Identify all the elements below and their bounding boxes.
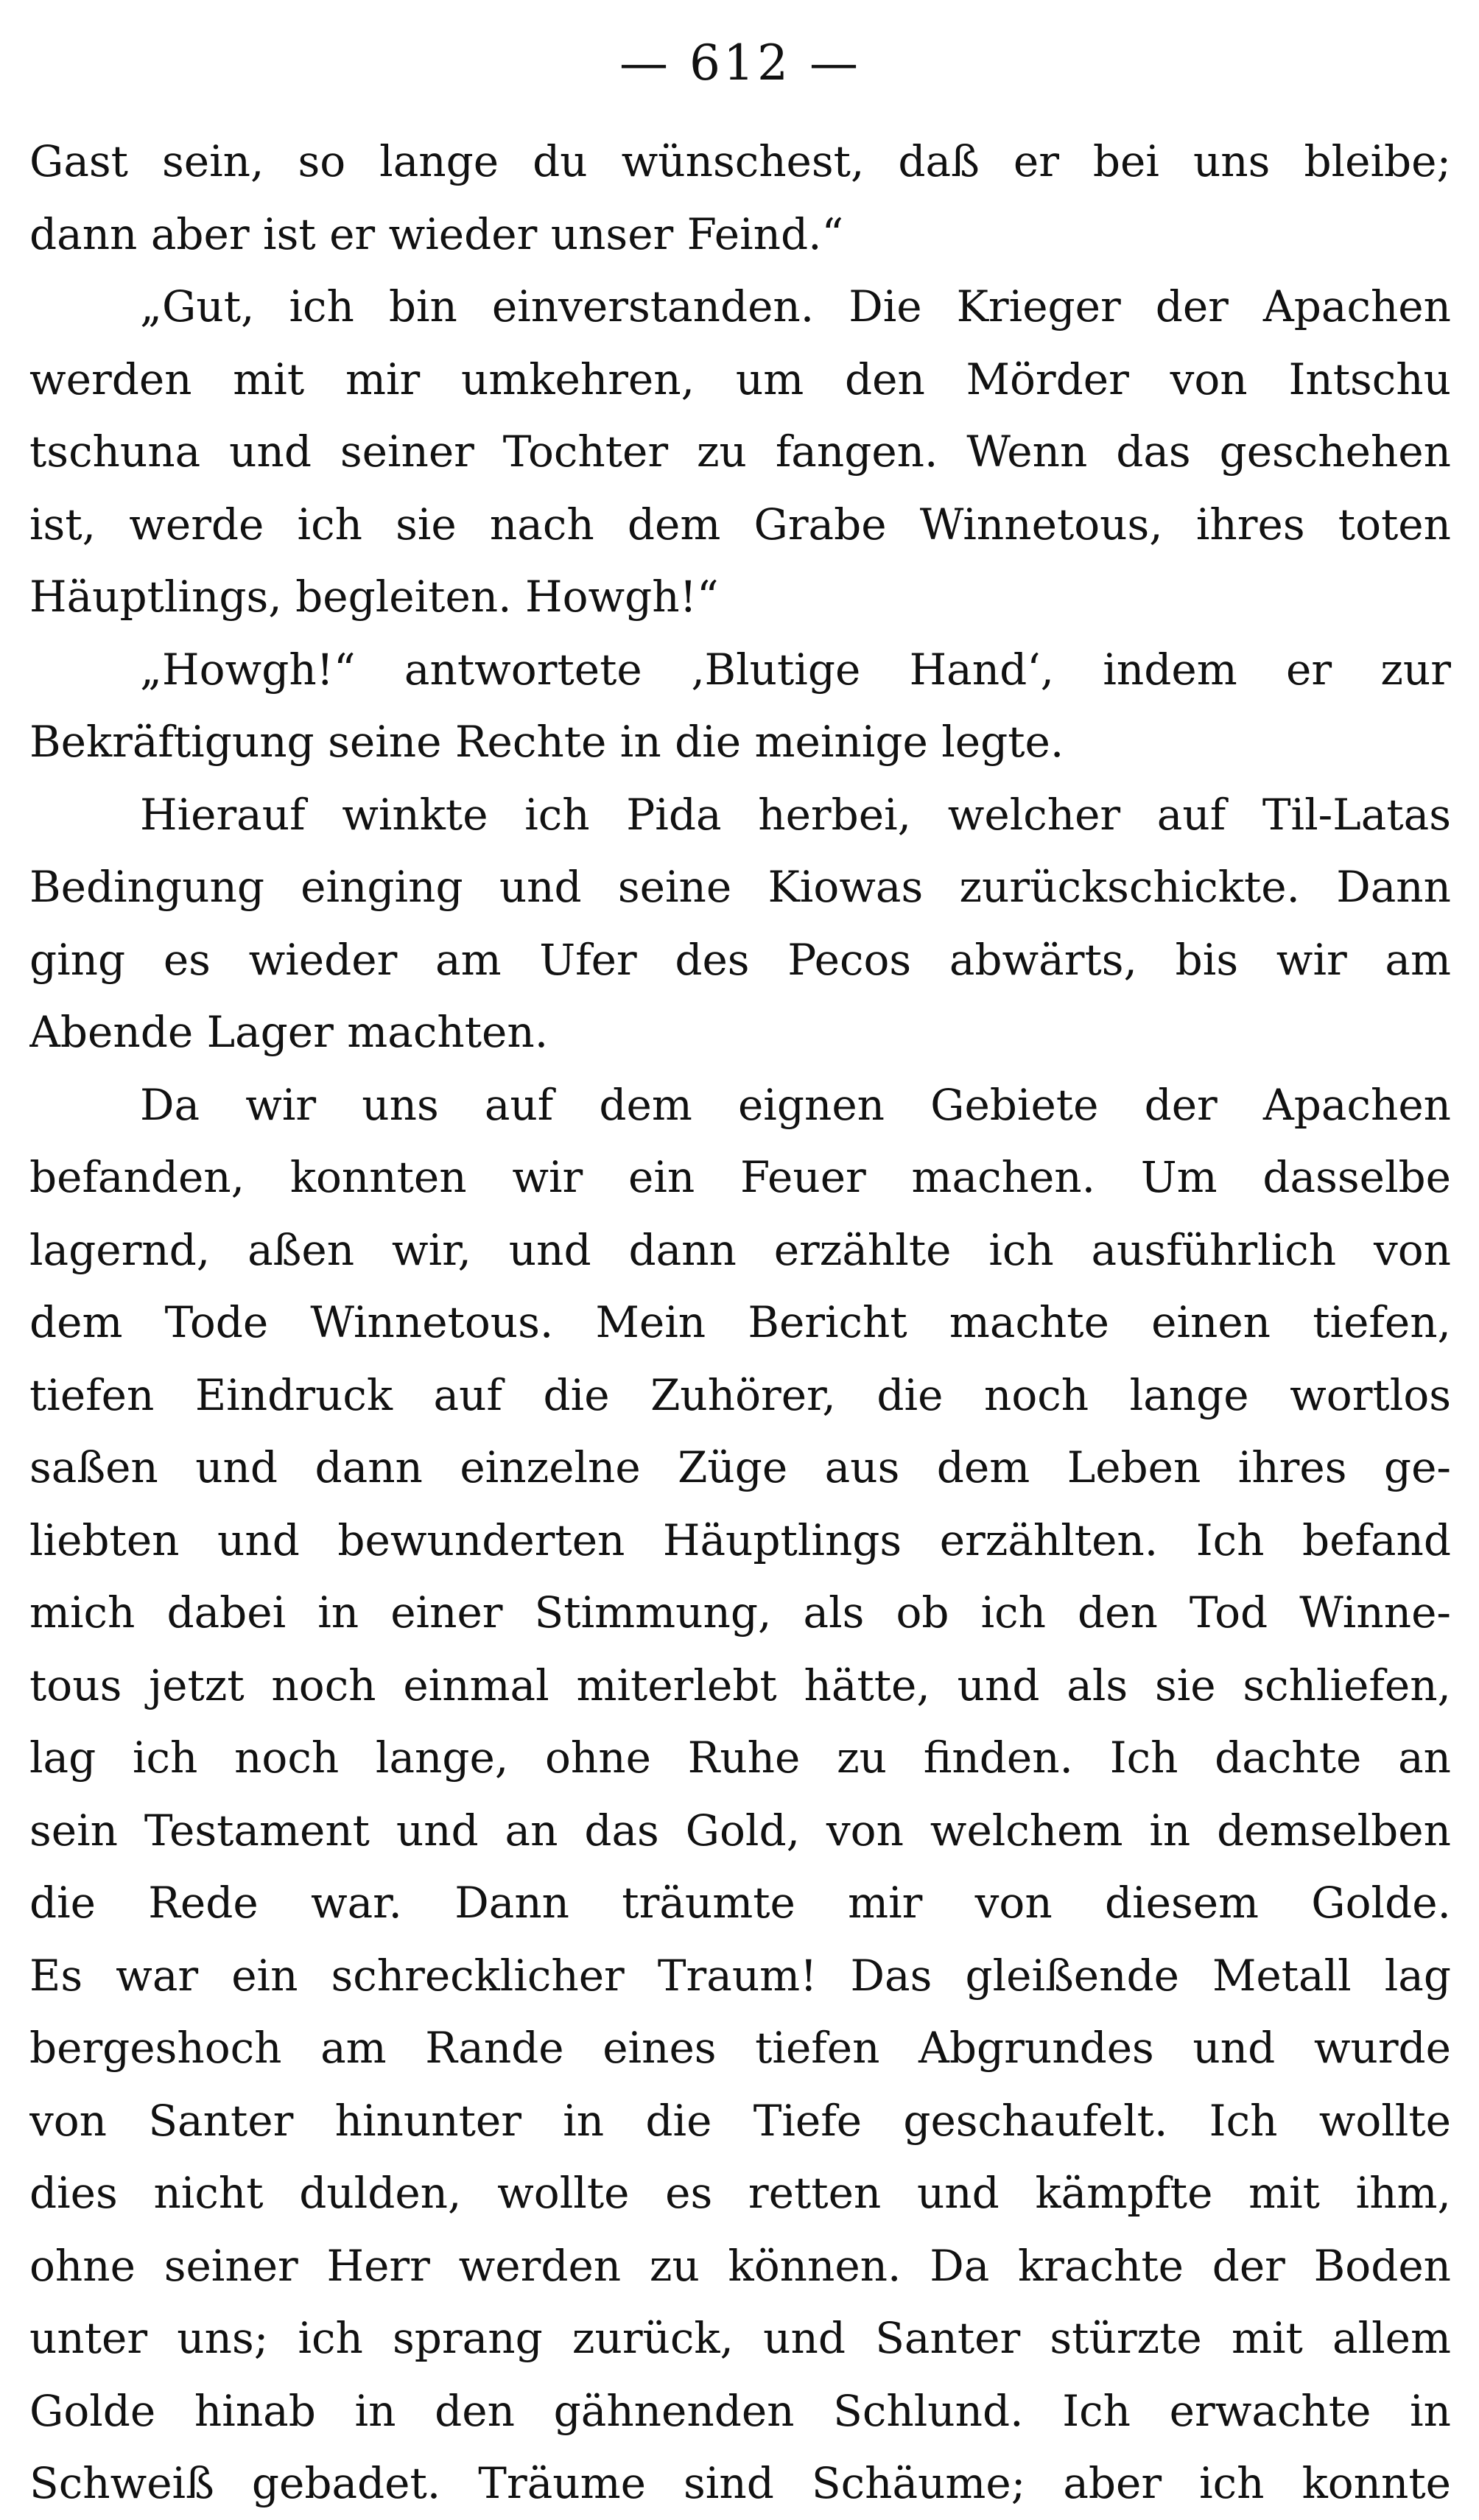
page-body xyxy=(29,125,1451,2520)
text-line: liebten und bewunderten Häuptlings erzählten. Ich befand xyxy=(29,1515,1451,1565)
text-line: Da wir uns auf dem eignen Gebiete der Apachen xyxy=(140,1079,1451,1130)
paragraph xyxy=(29,633,1451,779)
text-line: tschuna und seiner Tochter zu fangen. Wenn das geschehen xyxy=(29,427,1451,477)
text-line: „Howgh!“ antwortete ‚Blutige Hand‘, indem er zur xyxy=(140,644,1451,695)
text-line: dem Tode Winnetous. Mein Bericht machte einen tiefen, xyxy=(29,1297,1451,1347)
text-line: ging es wieder am Ufer des Pecos abwärts, bis wir am xyxy=(29,934,1451,985)
text-line: die Rede war. Dann träumte mir von diesem Golde. xyxy=(29,1878,1451,1928)
text-line: von Santer hinunter in die Tiefe geschaufelt. Ich wollte xyxy=(29,2095,1451,2146)
text-line: ist, werde ich sie nach dem Grabe Winnetous, ihres toten xyxy=(29,499,1451,550)
text-line: tous jetzt noch einmal miterlebt hätte, und als sie schliefen, xyxy=(29,1660,1451,1710)
page-number: — 612 — xyxy=(619,34,861,91)
text-line: Bekräftigung seine Rechte in die meinige legte. xyxy=(29,717,1064,767)
text-line: bergeshoch am Rande eines tiefen Abgrundes und wurde xyxy=(29,2023,1451,2073)
text-line: lagernd, aßen wir, und dann erzählte ich ausführlich von xyxy=(29,1224,1451,1275)
text-line: mich dabei in einer Stimmung, als ob ich den Tod Winne- xyxy=(29,1587,1451,1638)
text-line: Es war ein schrecklicher Traum! Das gleißende Metall lag xyxy=(29,1950,1451,2001)
paragraph xyxy=(29,125,1451,270)
text-line: werden mit mir umkehren, um den Mörder von Intschu xyxy=(29,354,1451,404)
text-line: dann aber ist er wieder unser Feind.“ xyxy=(29,208,844,259)
text-line: Schweiß gebadet. Träume sind Schäume; aber ich konnte xyxy=(29,2458,1451,2508)
text-line: Abende Lager machten. xyxy=(29,1007,549,1057)
text-line: tiefen Eindruck auf die Zuhörer, die noch lange wortlos xyxy=(29,1369,1451,1420)
text-line: dies nicht dulden, wollte es retten und kämpfte mit ihm, xyxy=(29,2168,1451,2218)
text-line: ohne seiner Herr werden zu können. Da krachte der Boden xyxy=(29,2240,1451,2291)
paragraph xyxy=(29,270,1451,633)
text-line: „Gut, ich bin einverstanden. Die Krieger der Apachen xyxy=(140,281,1451,331)
text-line: saßen und dann einzelne Züge aus dem Leben ihres ge- xyxy=(29,1442,1451,1492)
text-line: befanden, konnten wir ein Feuer machen. Um dasselbe xyxy=(29,1152,1451,1202)
text-line: Hierauf winkte ich Pida herbei, welcher auf Til-Latas xyxy=(140,789,1451,840)
text-line: unter uns; ich sprang zurück, und Santer stürzte mit allem xyxy=(29,2313,1451,2363)
text-line: Bedingung einging und seine Kiowas zurückschickte. Dann xyxy=(29,862,1451,912)
text-line: Golde hinab in den gähnenden Schlund. Ich erwachte in xyxy=(29,2385,1451,2436)
paragraph xyxy=(29,779,1451,1069)
paragraph xyxy=(29,1069,1451,2520)
text-line: sein Testament und an das Gold, von welchem in demselben xyxy=(29,1805,1451,1856)
book-page xyxy=(29,0,1451,2513)
text-line: Gast sein, so lange du wünschest, daß er bei uns bleibe; xyxy=(29,136,1451,186)
text-line: Häuptlings, begleiten. Howgh!“ xyxy=(29,572,719,622)
text-line: lag ich noch lange, ohne Ruhe zu finden. Ich dachte an xyxy=(29,1733,1451,1783)
